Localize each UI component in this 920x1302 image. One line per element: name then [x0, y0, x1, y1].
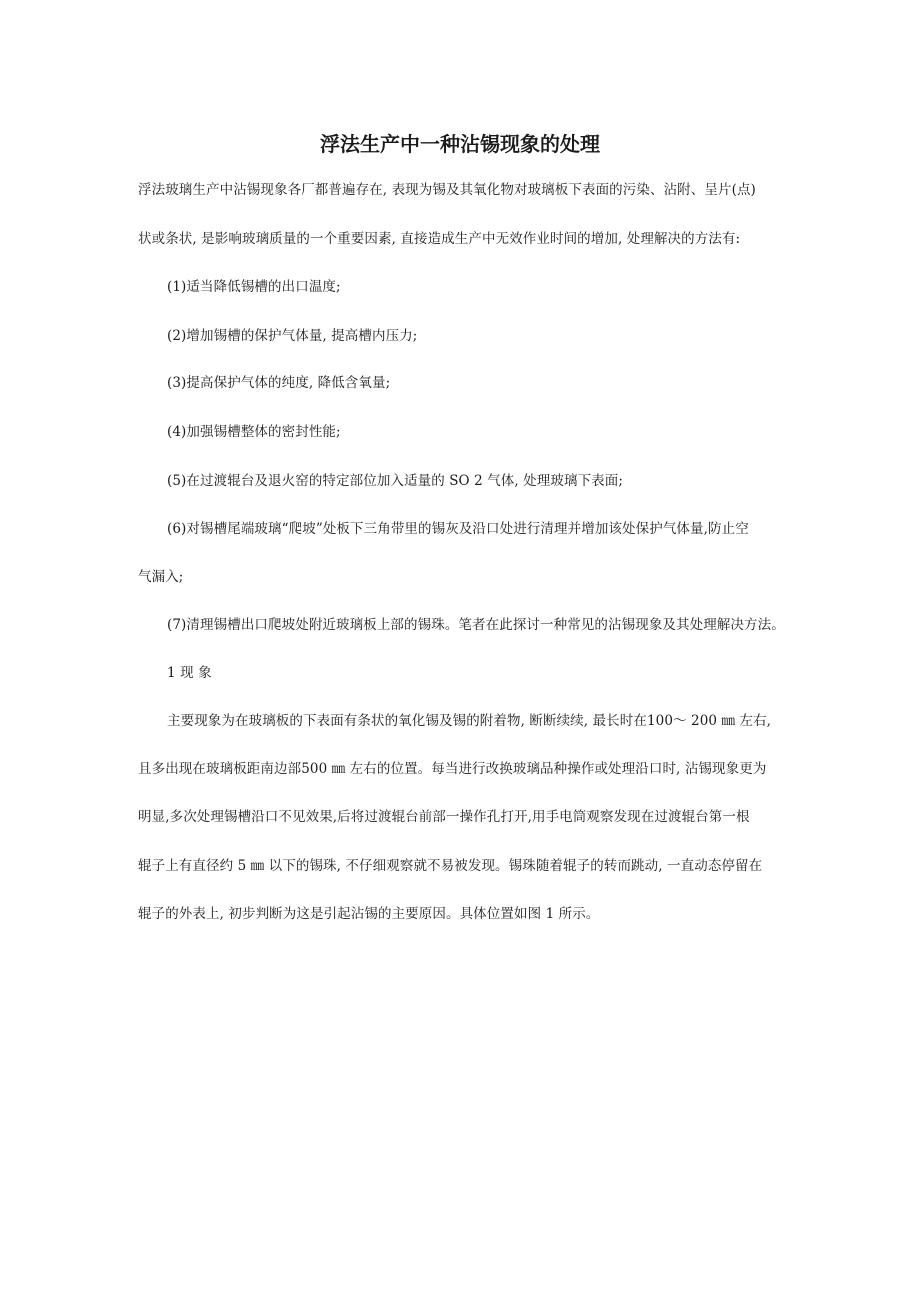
method-item-7: (7)清理锡槽出口爬坡处附近玻璃板上部的锡珠。笔者在此探讨一种常见的沾锡现象及其处理解决方法。 [167, 617, 785, 633]
phenomenon-line-2: 且多出现在玻璃板距南边部500 ㎜ 左右的位置。每当进行改换玻璃品种操作或处理沿口时, 沾锡现象更为 [138, 761, 767, 777]
document-title: 浮法生产中一种沾锡现象的处理 [320, 132, 600, 156]
phenomenon-line-3: 明显,多次处理锡槽沿口不见效果,后将过渡辊台前部一操作孔打开,用手电筒观察发现在过渡辊台第一根 [138, 809, 750, 825]
method-item-4: (4)加强锡槽整体的密封性能; [167, 424, 341, 440]
method-item-2: (2)增加锡槽的保护气体量, 提高槽内压力; [167, 328, 418, 344]
method-item-6-continued: 气漏入; [138, 569, 184, 585]
paragraph-line-1: 浮法玻璃生产中沾锡现象各厂都普遍存在, 表现为锡及其氧化物对玻璃板下表面的污染、沾附、呈片(点) [138, 182, 756, 198]
method-item-3: (3)提高保护气体的纯度, 降低含氧量; [167, 375, 391, 391]
method-item-6: (6)对锡槽尾端玻璃“爬坡”处板下三角带里的锡灰及沿口处进行清理并增加该处保护气体量,防止空 [167, 521, 749, 537]
method-item-1: (1)适当降低锡槽的出口温度; [167, 279, 341, 295]
phenomenon-line-5: 辊子的外表上, 初步判断为这是引起沾锡的主要原因。具体位置如图 1 所示。 [138, 906, 600, 922]
phenomenon-line-1: 主要现象为在玻璃板的下表面有条状的氧化锡及锡的附着物, 断断续续, 最长时在100～ 200 ㎜ 左右, [167, 713, 772, 729]
paragraph-line-2: 状或条状, 是影响玻璃质量的一个重要因素, 直接造成生产中无效作业时间的增加, 处理解决的方法有: [138, 231, 741, 247]
section-heading: 1 现 象 [167, 665, 212, 681]
phenomenon-line-4: 辊子上有直径约 5 ㎜ 以下的锡珠, 不仔细观察就不易被发现。锡珠随着辊子的转而跳动, 一直动态停留在 [138, 858, 763, 874]
method-item-5: (5)在过渡辊台及退火窑的特定部位加入适量的 SO 2 气体, 处理玻璃下表面; [167, 473, 624, 489]
